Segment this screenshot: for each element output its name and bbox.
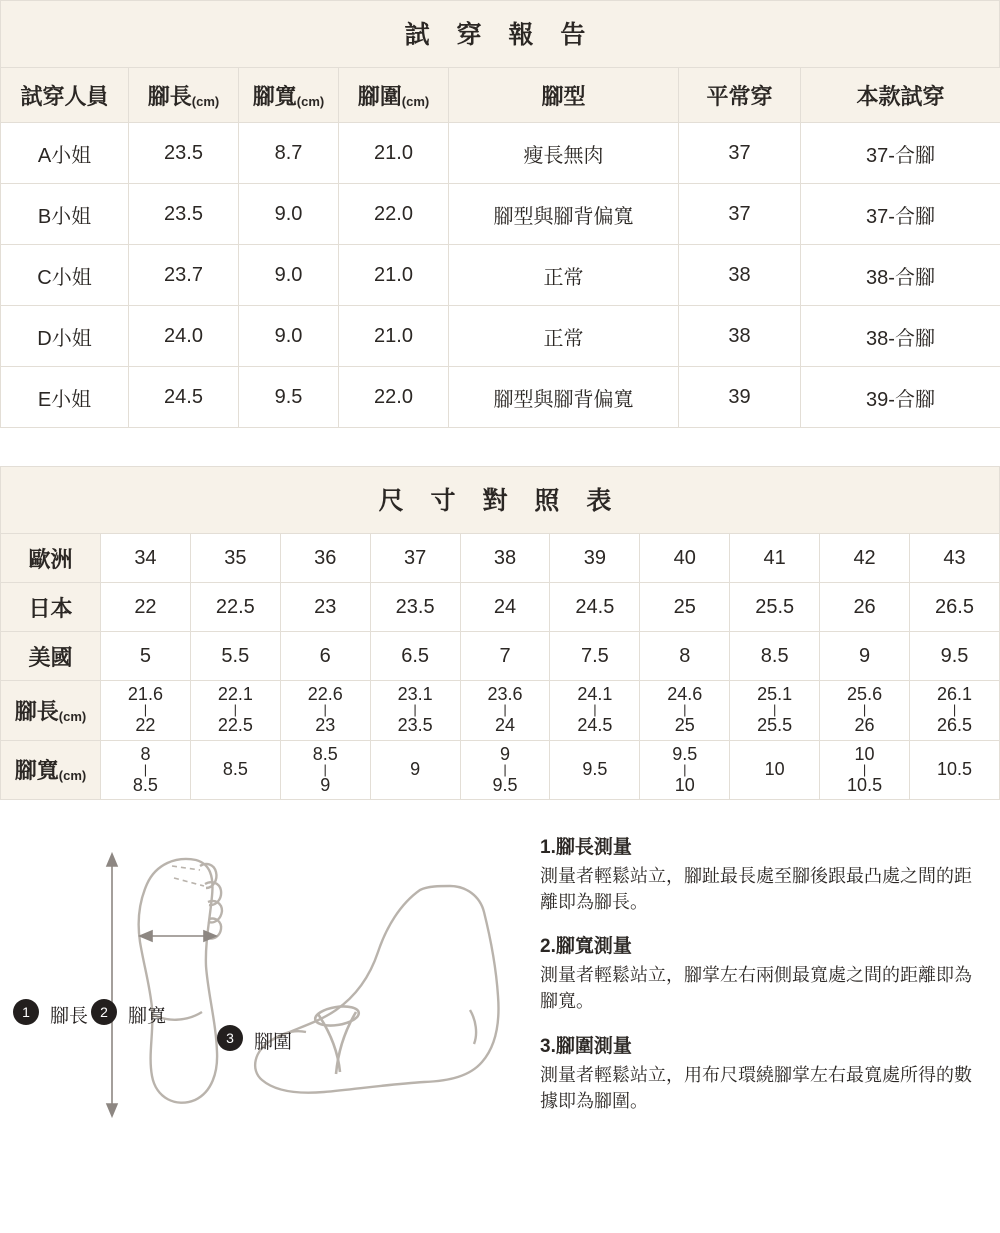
cell-length: 24.0 — [129, 306, 239, 367]
cell-europe: 34 — [101, 534, 191, 583]
cell-usa: 9 — [820, 632, 910, 681]
cell-usual: 38 — [679, 245, 801, 306]
marker-1-label: 腳長 — [50, 1006, 89, 1028]
cell-foot-width: 8.5 | 9 — [280, 740, 370, 800]
marker-label-3 — [248, 1027, 292, 1054]
cell-europe: 41 — [730, 534, 820, 583]
instruction-body-1: 測量者輕鬆站立，腳趾最長處至腳後跟最凸處之間的距離即為腳長。 — [540, 866, 972, 913]
size-row-foot-length — [1, 681, 1000, 741]
cell-foot-width: 8 | 8.5 — [101, 740, 191, 800]
cell-usa: 5 — [101, 632, 191, 681]
cell-width: 9.0 — [239, 184, 339, 245]
cell-europe: 36 — [280, 534, 370, 583]
cell-foot-width: 10 — [730, 740, 820, 800]
cell-girth: 21.0 — [339, 245, 449, 306]
cell-person: A小姐 — [1, 123, 129, 184]
cell-length: 24.5 — [129, 367, 239, 428]
cell-foot-length: 22.6 | 23 — [280, 681, 370, 741]
cell-person: E小姐 — [1, 367, 129, 428]
cell-girth: 21.0 — [339, 306, 449, 367]
section-gap — [0, 428, 1000, 466]
cell-europe: 43 — [910, 534, 1000, 583]
cell-japan: 22 — [101, 583, 191, 632]
instruction-body-3: 測量者輕鬆站立，用布尺環繞腳掌左右最寬處所得的數據即為腳圍。 — [540, 1064, 972, 1111]
cell-japan: 25.5 — [730, 583, 820, 632]
cell-width: 9.5 — [239, 367, 339, 428]
col-header-width: 腳寬(cm) — [239, 68, 339, 123]
cell-shape: 腳型與腳背偏寬 — [449, 367, 679, 428]
cell-shape: 正常 — [449, 306, 679, 367]
foot-diagram-svg — [0, 826, 540, 1146]
size-row-foot-width — [1, 740, 1000, 800]
col-header-tried-size: 本款試穿 — [801, 68, 1000, 123]
cell-japan: 26.5 — [910, 583, 1000, 632]
try-on-report-title: 試 穿 報 告 — [0, 0, 1000, 67]
cell-usa: 9.5 — [910, 632, 1000, 681]
cell-japan: 26 — [820, 583, 910, 632]
row-header-japan: 日本 — [1, 583, 101, 632]
table-row — [1, 306, 1000, 367]
cell-usual: 37 — [679, 123, 801, 184]
cell-width: 9.0 — [239, 245, 339, 306]
measurement-guide — [0, 826, 1000, 1166]
cell-person: C小姐 — [1, 245, 129, 306]
cell-person: B小姐 — [1, 184, 129, 245]
size-row-japan — [1, 583, 1000, 632]
cell-foot-length: 26.1 | 26.5 — [910, 681, 1000, 741]
cell-europe: 40 — [640, 534, 730, 583]
col-header-length: 腳長(cm) — [129, 68, 239, 123]
instruction-body-2: 測量者輕鬆站立，腳掌左右兩側最寬處之間的距離即為腳寬。 — [540, 965, 972, 1012]
cell-girth: 22.0 — [339, 367, 449, 428]
marker-3-label: 腳圍 — [254, 1032, 293, 1054]
try-on-report-table-wrap — [0, 67, 1000, 428]
cell-japan: 25 — [640, 583, 730, 632]
table-row — [1, 367, 1000, 428]
svg-text:1: 1 — [22, 1004, 30, 1021]
cell-foot-length: 21.6 | 22 — [101, 681, 191, 741]
cell-foot-length: 24.6 | 25 — [640, 681, 730, 741]
cell-width: 9.0 — [239, 306, 339, 367]
cell-usa: 7 — [460, 632, 550, 681]
cell-tried: 37-合腳 — [801, 184, 1000, 245]
cell-usa: 6.5 — [370, 632, 460, 681]
cell-person: D小姐 — [1, 306, 129, 367]
cell-europe: 37 — [370, 534, 460, 583]
svg-text:2: 2 — [100, 1004, 108, 1021]
marker-2-label: 腳寬 — [128, 1006, 167, 1028]
cell-usual: 38 — [679, 306, 801, 367]
cell-foot-width: 9 — [370, 740, 460, 800]
cell-japan: 23 — [280, 583, 370, 632]
row-header-usa: 美國 — [1, 632, 101, 681]
cell-shape: 腳型與腳背偏寬 — [449, 184, 679, 245]
cell-japan: 22.5 — [190, 583, 280, 632]
size-row-europe — [1, 534, 1000, 583]
cell-shape: 瘦長無肉 — [449, 123, 679, 184]
col-header-shape: 腳型 — [449, 68, 679, 123]
cell-foot-width: 9.5 | 10 — [640, 740, 730, 800]
cell-tried: 37-合腳 — [801, 123, 1000, 184]
cell-foot-width: 10 | 10.5 — [820, 740, 910, 800]
svg-text:3: 3 — [226, 1030, 234, 1047]
marker-label-1 — [44, 1001, 88, 1028]
cell-europe: 42 — [820, 534, 910, 583]
row-header-europe: 歐洲 — [1, 534, 101, 583]
cell-usa: 8.5 — [730, 632, 820, 681]
cell-foot-width: 9 | 9.5 — [460, 740, 550, 800]
cell-width: 8.7 — [239, 123, 339, 184]
cell-shape: 正常 — [449, 245, 679, 306]
cell-foot-width: 10.5 — [910, 740, 1000, 800]
col-header-usual-size: 平常穿 — [679, 68, 801, 123]
cell-europe: 35 — [190, 534, 280, 583]
table-row — [1, 245, 1000, 306]
cell-usa: 5.5 — [190, 632, 280, 681]
cell-girth: 22.0 — [339, 184, 449, 245]
cell-length: 23.5 — [129, 123, 239, 184]
try-on-report-table — [0, 67, 1000, 428]
cell-foot-length: 22.1 | 22.5 — [190, 681, 280, 741]
cell-girth: 21.0 — [339, 123, 449, 184]
size-chart-title: 尺 寸 對 照 表 — [0, 466, 1000, 533]
cell-length: 23.5 — [129, 184, 239, 245]
cell-europe: 39 — [550, 534, 640, 583]
cell-length: 23.7 — [129, 245, 239, 306]
cell-foot-length: 24.1 | 24.5 — [550, 681, 640, 741]
instruction-title-1: 1.腳長測量 — [540, 837, 632, 859]
measurement-instructions — [540, 826, 1000, 1130]
instruction-title-3: 3.腳圍測量 — [540, 1035, 632, 1057]
cell-europe: 38 — [460, 534, 550, 583]
cell-usual: 37 — [679, 184, 801, 245]
col-header-girth: 腳圍(cm) — [339, 68, 449, 123]
cell-japan: 24 — [460, 583, 550, 632]
cell-foot-width: 8.5 — [190, 740, 280, 800]
foot-measure-illustration — [0, 826, 540, 1146]
cell-usual: 39 — [679, 367, 801, 428]
cell-foot-length: 23.1 | 23.5 — [370, 681, 460, 741]
cell-foot-length: 23.6 | 24 — [460, 681, 550, 741]
cell-foot-width: 9.5 — [550, 740, 640, 800]
col-header-person: 試穿人員 — [1, 68, 129, 123]
cell-tried: 38-合腳 — [801, 306, 1000, 367]
cell-foot-length: 25.1 | 25.5 — [730, 681, 820, 741]
row-header-foot-width: 腳寬(cm) — [1, 740, 101, 800]
table-header-row — [1, 68, 1000, 123]
table-row — [1, 184, 1000, 245]
instruction-title-2: 2.腳寬測量 — [540, 936, 632, 958]
size-chart-table — [0, 533, 1000, 800]
row-header-foot-length: 腳長(cm) — [1, 681, 101, 741]
table-row — [1, 123, 1000, 184]
cell-usa: 7.5 — [550, 632, 640, 681]
cell-tried: 39-合腳 — [801, 367, 1000, 428]
cell-japan: 24.5 — [550, 583, 640, 632]
cell-usa: 6 — [280, 632, 370, 681]
cell-japan: 23.5 — [370, 583, 460, 632]
size-row-usa — [1, 632, 1000, 681]
cell-usa: 8 — [640, 632, 730, 681]
cell-foot-length: 25.6 | 26 — [820, 681, 910, 741]
cell-tried: 38-合腳 — [801, 245, 1000, 306]
marker-label-2 — [122, 1001, 166, 1028]
